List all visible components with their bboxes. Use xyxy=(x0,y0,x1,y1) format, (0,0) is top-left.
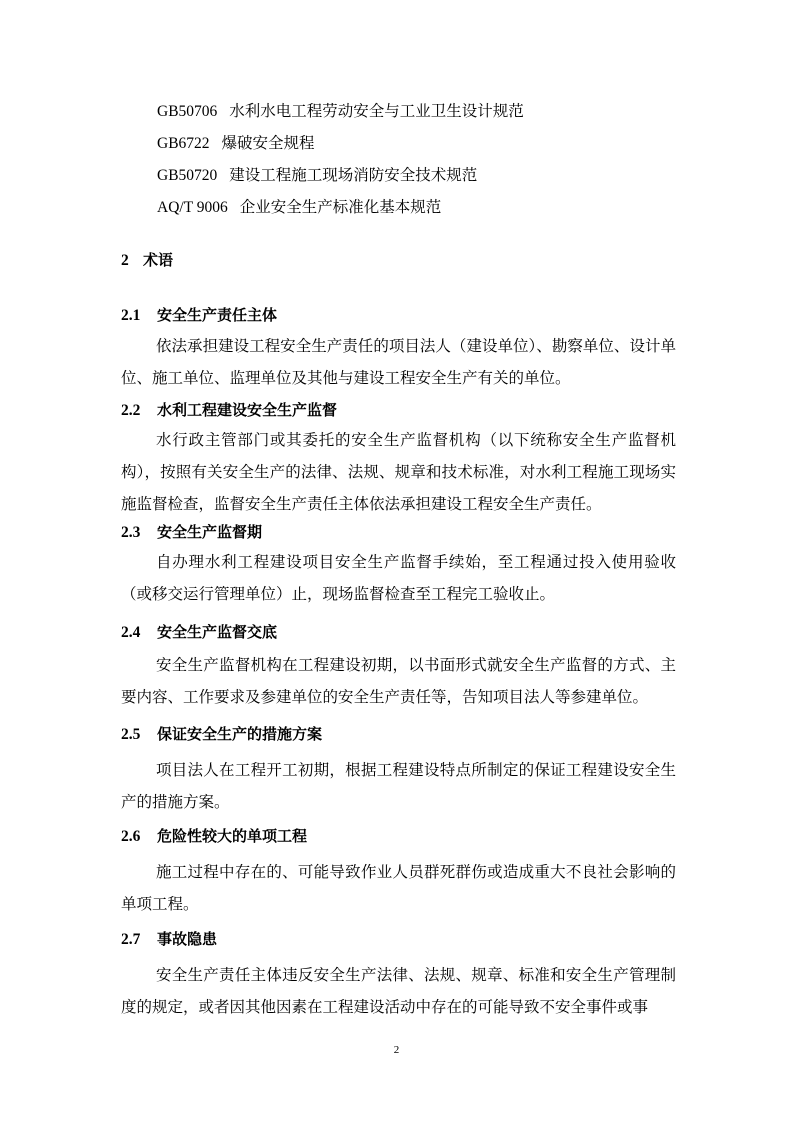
term-number: 2.5 xyxy=(121,726,141,743)
term-title: 水利工程建设安全生产监督 xyxy=(157,401,338,419)
term-number: 2.3 xyxy=(121,524,141,541)
standard-title: 爆破安全规程 xyxy=(221,134,315,152)
standard-code: AQ/T 9006 xyxy=(157,199,228,216)
standard-title: 建设工程施工现场消防安全技术规范 xyxy=(229,166,478,184)
term-title: 事故隐患 xyxy=(157,930,218,948)
term-heading xyxy=(121,400,337,421)
standard-code: GB6722 xyxy=(157,135,210,152)
term-definition: 安全生产监督机构在工程建设初期，以书面形式就安全生产监督的方式、主要内容、工作要求及参建单位的安全生产责任等，告知项目法人等参建单位。 xyxy=(121,656,676,706)
term-definition: 水行政主管部门或其委托的安全生产监督机构（以下统称安全生产监督机构），按照有关安全生产的法律、法规、规章和技术标准，对水利工程施工现场实施监督检查，监督安全生产责任主体依法承担建设工程安全生产责任。 xyxy=(121,431,676,513)
term-heading xyxy=(121,305,277,326)
term-title: 安全生产责任主体 xyxy=(157,306,278,324)
term-number: 2.4 xyxy=(121,624,141,641)
chapter-title: 术语 xyxy=(143,251,174,269)
term-definition: 项目法人在工程开工初期，根据工程建设特点所制定的保证工程建设安全生产的措施方案。 xyxy=(121,761,676,811)
standard-reference xyxy=(157,133,315,154)
term-heading xyxy=(121,929,217,950)
term-title: 危险性较大的单项工程 xyxy=(157,827,308,845)
term-title: 保证安全生产的措施方案 xyxy=(157,725,323,743)
term-definition: 施工过程中存在的、可能导致作业人员群死群伤或造成重大不良社会影响的单项工程。 xyxy=(121,863,676,913)
standard-title: 水利水电工程劳动安全与工业卫生设计规范 xyxy=(229,102,524,120)
standard-code: GB50706 xyxy=(157,103,218,120)
term-number: 2.1 xyxy=(121,307,141,324)
term-title: 安全生产监督期 xyxy=(157,523,263,541)
term-definition: 依法承担建设工程安全生产责任的项目法人（建设单位）、勘察单位、设计单位、施工单位、监理单位及其他与建设工程安全生产有关的单位。 xyxy=(121,337,676,387)
standard-code: GB50720 xyxy=(157,167,218,184)
term-number: 2.2 xyxy=(121,402,141,419)
standard-reference xyxy=(157,165,477,186)
chapter-heading xyxy=(121,250,173,271)
standard-reference xyxy=(157,101,524,122)
term-heading xyxy=(121,826,307,847)
term-heading xyxy=(121,522,262,543)
term-heading xyxy=(121,724,322,745)
term-number: 2.6 xyxy=(121,828,141,845)
standard-reference xyxy=(157,197,441,218)
term-number: 2.7 xyxy=(121,931,141,948)
page-number: 2 xyxy=(393,1044,400,1056)
chapter-number: 2 xyxy=(121,252,129,269)
term-definition: 安全生产责任主体违反安全生产法律、法规、规章、标准和安全生产管理制度的规定，或者因其他因素在工程建设活动中存在的可能导致不安全事件或事 xyxy=(121,966,676,1016)
term-definition: 自办理水利工程建设项目安全生产监督手续始，至工程通过投入使用验收（或移交运行管理单位）止，现场监督检查至工程完工验收止。 xyxy=(121,553,676,603)
term-heading xyxy=(121,622,277,643)
term-title: 安全生产监督交底 xyxy=(157,623,278,641)
standard-title: 企业安全生产标准化基本规范 xyxy=(239,198,442,216)
